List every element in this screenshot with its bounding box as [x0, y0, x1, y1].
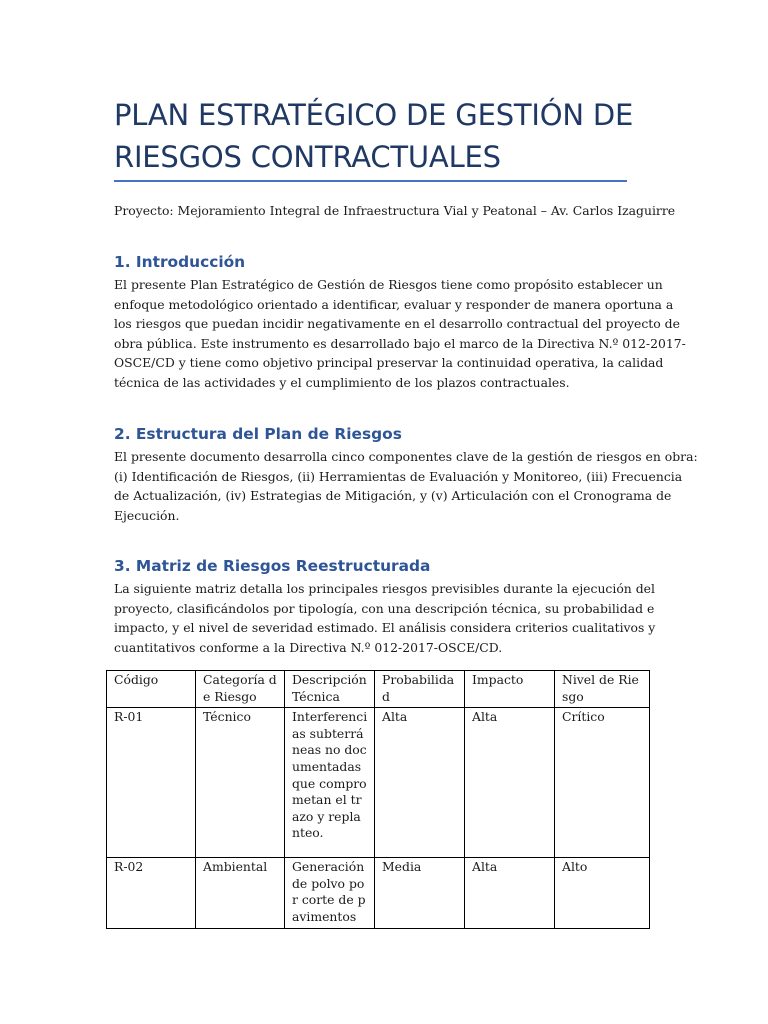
section-body-estructura	[114, 447, 698, 525]
text-line: Ejecución.	[114, 507, 180, 523]
text-line: obra pública. Este instrumento es desarrollado bajo el marco de la Directiva N.º 012-2017-	[114, 335, 686, 351]
text-line: proyecto, clasificándolos por tipología, con una descripción técnica, su probabilidad e	[114, 600, 655, 616]
project-line: Proyecto: Mejoramiento Integral de Infraestructura Vial y Peatonal – Av. Carlos Izaguirre	[114, 203, 676, 218]
header-cell: Nivel de Riesgo	[555, 671, 650, 708]
text-line: (i) Identificación de Riesgos, (ii) Herramientas de Evaluación y Monitoreo, (iii) Frecuencia	[114, 468, 683, 484]
title-line-1: PLAN ESTRATÉGICO DE GESTIÓN DE	[114, 98, 634, 132]
header-cell: Impacto	[465, 671, 555, 708]
section-body-matriz	[114, 579, 654, 657]
table-cell: Interferencias subterráneas no documentadas que comprometan el trazo y replanteo.	[285, 708, 375, 858]
table-row	[107, 708, 650, 858]
table-header-row	[107, 671, 650, 708]
table-cell: Alta	[465, 858, 555, 928]
risk-matrix-table	[106, 670, 650, 929]
header-cell: Categoría de Riesgo	[196, 671, 285, 708]
text-line: enfoque metodológico orientado a identificar, evaluar y responder de manera oportuna a	[114, 296, 674, 312]
text-line: cuantitativos conforme a la Directiva N.º 012-2017-OSCE/CD.	[114, 639, 503, 655]
text-line: de Actualización, (iv) Estrategias de Mitigación, y (v) Articulación con el Cronograma de	[114, 488, 672, 504]
section-heading-matriz: 3. Matriz de Riesgos Reestructurada	[114, 557, 431, 575]
text-line: La siguiente matriz detalla los principales riesgos previsibles durante la ejecución del	[114, 581, 655, 596]
header-cell: Descripción Técnica	[285, 671, 375, 708]
text-line: El presente Plan Estratégico de Gestión de Riesgos tiene como propósito establecer un	[114, 277, 663, 292]
section-heading-estructura: 2. Estructura del Plan de Riesgos	[114, 425, 402, 443]
table-cell: Ambiental	[196, 858, 285, 928]
table-cell: Alta	[465, 708, 555, 858]
title-line-2: RIESGOS CONTRACTUALES	[114, 140, 501, 174]
table-cell: Técnico	[196, 708, 285, 858]
table-cell: Crítico	[555, 708, 650, 858]
document-title	[114, 94, 654, 178]
title-divider	[114, 180, 627, 182]
text-line: técnica de las actividades y el cumplimiento de los plazos contractuales.	[114, 374, 570, 390]
table-cell: R-01	[107, 708, 196, 858]
section-heading-introduccion: 1. Introducción	[114, 253, 246, 271]
table-row	[107, 858, 650, 928]
text-line: OSCE/CD y tiene como objetivo principal preservar la continuidad operativa, la calidad	[114, 355, 664, 371]
table-cell: Media	[375, 858, 465, 928]
table-cell: Generación de polvo por corte de pavimentos	[285, 858, 375, 928]
text-line: los riesgos que puedan incidir negativamente en el desarrollo contractual del proyecto de	[114, 316, 680, 332]
text-line: El presente documento desarrolla cinco componentes clave de la gestión de riesgos en obra:	[114, 449, 698, 464]
header-cell: Código	[107, 671, 196, 708]
table-cell: Alta	[375, 708, 465, 858]
table-cell: R-02	[107, 858, 196, 928]
header-cell: Probabilidad	[375, 671, 465, 708]
section-body-introduccion	[114, 275, 686, 393]
text-line: impacto, y el nivel de severidad estimado. El análisis considera criterios cualitativos y	[114, 620, 656, 636]
table-cell: Alto	[555, 858, 650, 928]
